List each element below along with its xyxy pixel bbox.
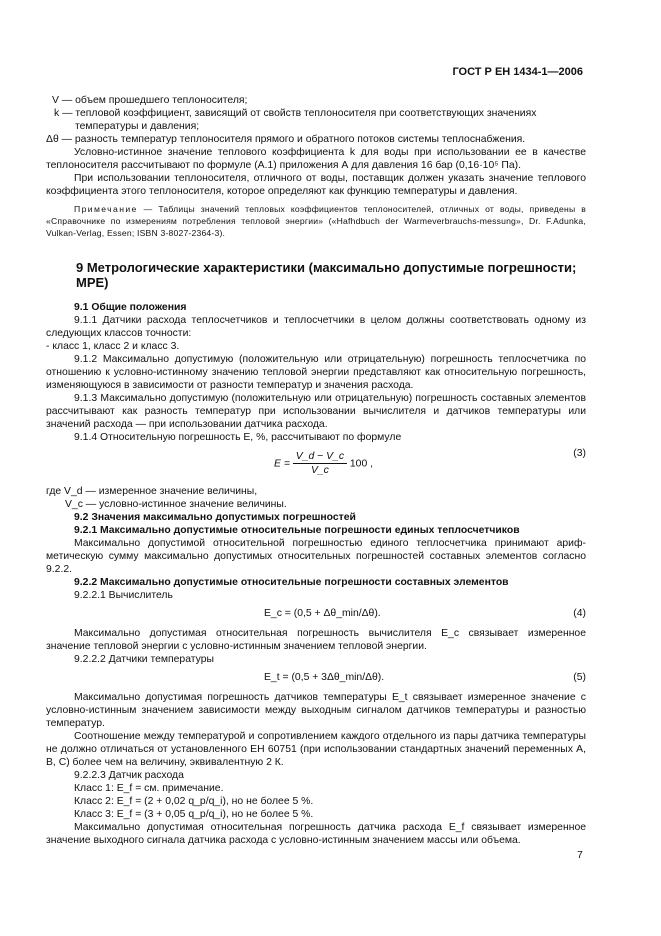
- para-9-1-4: 9.1.4 Относительную погрешность E, %, рассчитывают по формуле: [74, 432, 402, 443]
- def-delta-theta: Δθ — разность температур теплоносителя прямого и обратного потоков системы теплоснабжения.: [46, 134, 526, 145]
- formula-3-numerator: V_d − V_c: [293, 450, 347, 464]
- formula-3-denominator: V_c: [310, 465, 329, 476]
- formula-3-lhs: E =: [274, 458, 290, 470]
- page-number: 7: [577, 849, 583, 861]
- section-9-2-2-3-title: 9.2.2.3 Датчик расхода: [74, 770, 184, 781]
- where-vd: где V_d — измеренное значение величины,: [46, 486, 258, 497]
- para-9-1-3: 9.1.3 Максимально допустимую (положительную или отрицательную) погрешность составных элементов рассчитывают как разность температур при использовании вычислителя и датчиков температуры или значений расхода — при использовании датчика расхода.: [46, 393, 586, 430]
- formula-4-number: (4): [573, 608, 586, 619]
- class-3: Класс 3: E_f = (3 + 0,05 q_p/q_i), но не более 5 %.: [74, 809, 314, 820]
- formula-5: [46, 671, 586, 691]
- def-v: V — объем прошедшего теплоносителя;: [52, 95, 248, 106]
- para-9-1-1-classes: - класс 1, класс 2 и класс 3.: [46, 341, 180, 352]
- where-vc: V_c — условно-истинное значение величины.: [65, 499, 287, 510]
- para-resistance-ratio: Соотношение между температурой и сопротивлением каждого отдельного из пары датчика температуры не должно отличаться от установленного ЕН 60751 (при использовании стандартных значений переменных A, B, C) более чем на величину, эквивалентную 2 К.: [46, 731, 586, 768]
- para-k-value: Условно-истинное значение теплового коэффициента k для воды при использовании ее в качестве теплоносителя рассчитывают по формуле (А.1) приложения А для давления 16 бар (0,16·10⁵ Па).: [46, 147, 586, 171]
- page-body: [46, 94, 586, 847]
- formula-5-number: (5): [573, 672, 586, 683]
- section-9-1-title: 9.1 Общие положения: [74, 302, 187, 313]
- formula-3-tail: 100 ,: [349, 458, 374, 470]
- para-temperature-error: Максимально допустимая погрешность датчиков температуры E_t связывает измеренное значение с условно-истинным значением зависимости между выходным сигналом датчиков температуры и разностью температур.: [46, 692, 586, 729]
- def-k-line2: температуры и давления;: [75, 121, 200, 132]
- note-label: Примечание: [74, 204, 138, 214]
- para-9-2-1: Максимально допустимой относительной погрешностью единого теплосчетчика принимают арифметическую сумму максимально допустимых относительных погрешностей составных элементов согласно 9.2.2.: [46, 538, 586, 575]
- formula-3-number: (3): [573, 448, 586, 459]
- section-9-title: 9 Метрологические характеристики (максимально допустимые погрешности; МРЕ): [76, 260, 577, 290]
- formula-4-body: E_c = (0,5 + Δθ_min/Δθ).: [264, 608, 381, 619]
- class-2: Класс 2: E_f = (2 + 0,02 q_p/q_i), но не более 5 %.: [74, 796, 314, 807]
- class-1: Класс 1: E_f = см. примечание.: [74, 783, 224, 794]
- section-9-2-title: 9.2 Значения максимально допустимых погрешностей: [74, 512, 356, 523]
- para-9-1-2: 9.1.2 Максимально допустимую (положительную или отрицательную) погрешность теплосчетчика по отношению к условно-истинному значению тепловой энергии представляют как относительную погрешность, изменяющуюся в зависимости от разности температур и значения расхода.: [46, 354, 586, 391]
- formula-4: [46, 607, 586, 627]
- def-k-line1: k — тепловой коэффициент, зависящий от свойств теплоносителя при соответствующих значениях: [54, 108, 537, 119]
- section-9-2-2-1-title: 9.2.2.1 Вычислитель: [74, 590, 173, 601]
- formula-3-body: [274, 450, 373, 477]
- document-header: ГОСТ Р ЕН 1434-1—2006: [452, 66, 583, 78]
- para-9-1-1: 9.1.1 Датчики расхода теплосчетчиков и теплосчетчики в целом должны соответствовать одному из следующих классов точности:: [46, 315, 586, 339]
- para-other-carrier: При использовании теплоносителя, отличного от воды, поставщик должен указать значение теплового коэффициента этого теплоносителя, которое определяют как функцию температуры и давления.: [46, 173, 586, 197]
- section-9-2-2-title: 9.2.2 Максимально допустимые относительные погрешности составных элементов: [74, 577, 509, 588]
- note-text: — Таблицы значений тепловых коэффициентов теплоносителей, отличных от воды, приведены в «Справочнике по измерениям потребления тепловой энергии» («Hafhdbuch der Warmeverbrauchs-messung», Dr. F.Adunka, Vulkan-Verlag, Essen; ISBN 3-8027-2364-3).: [46, 204, 586, 238]
- note: [46, 203, 586, 239]
- section-9-2-1-title: 9.2.1 Максимально допустимые относительные погрешности единых теплосчетчиков: [74, 525, 520, 536]
- formula-5-body: E_t = (0,5 + 3Δθ_min/Δθ).: [264, 672, 385, 683]
- para-calculator-error: Максимально допустимая относительная погрешность вычислителя E_c связывает измеренное значение тепловой энергии с условно-истинным значением тепловой энергии.: [46, 628, 586, 652]
- para-flow-error: Максимально допустимая относительная погрешность датчика расхода E_f связывает измеренное значение выходного сигнала датчика расхода с условно-истинным значением массы или объема.: [46, 822, 586, 846]
- formula-3: [46, 447, 586, 485]
- formula-3-fraction: [293, 450, 347, 477]
- section-9-2-2-2-title: 9.2.2.2 Датчики температуры: [74, 654, 214, 665]
